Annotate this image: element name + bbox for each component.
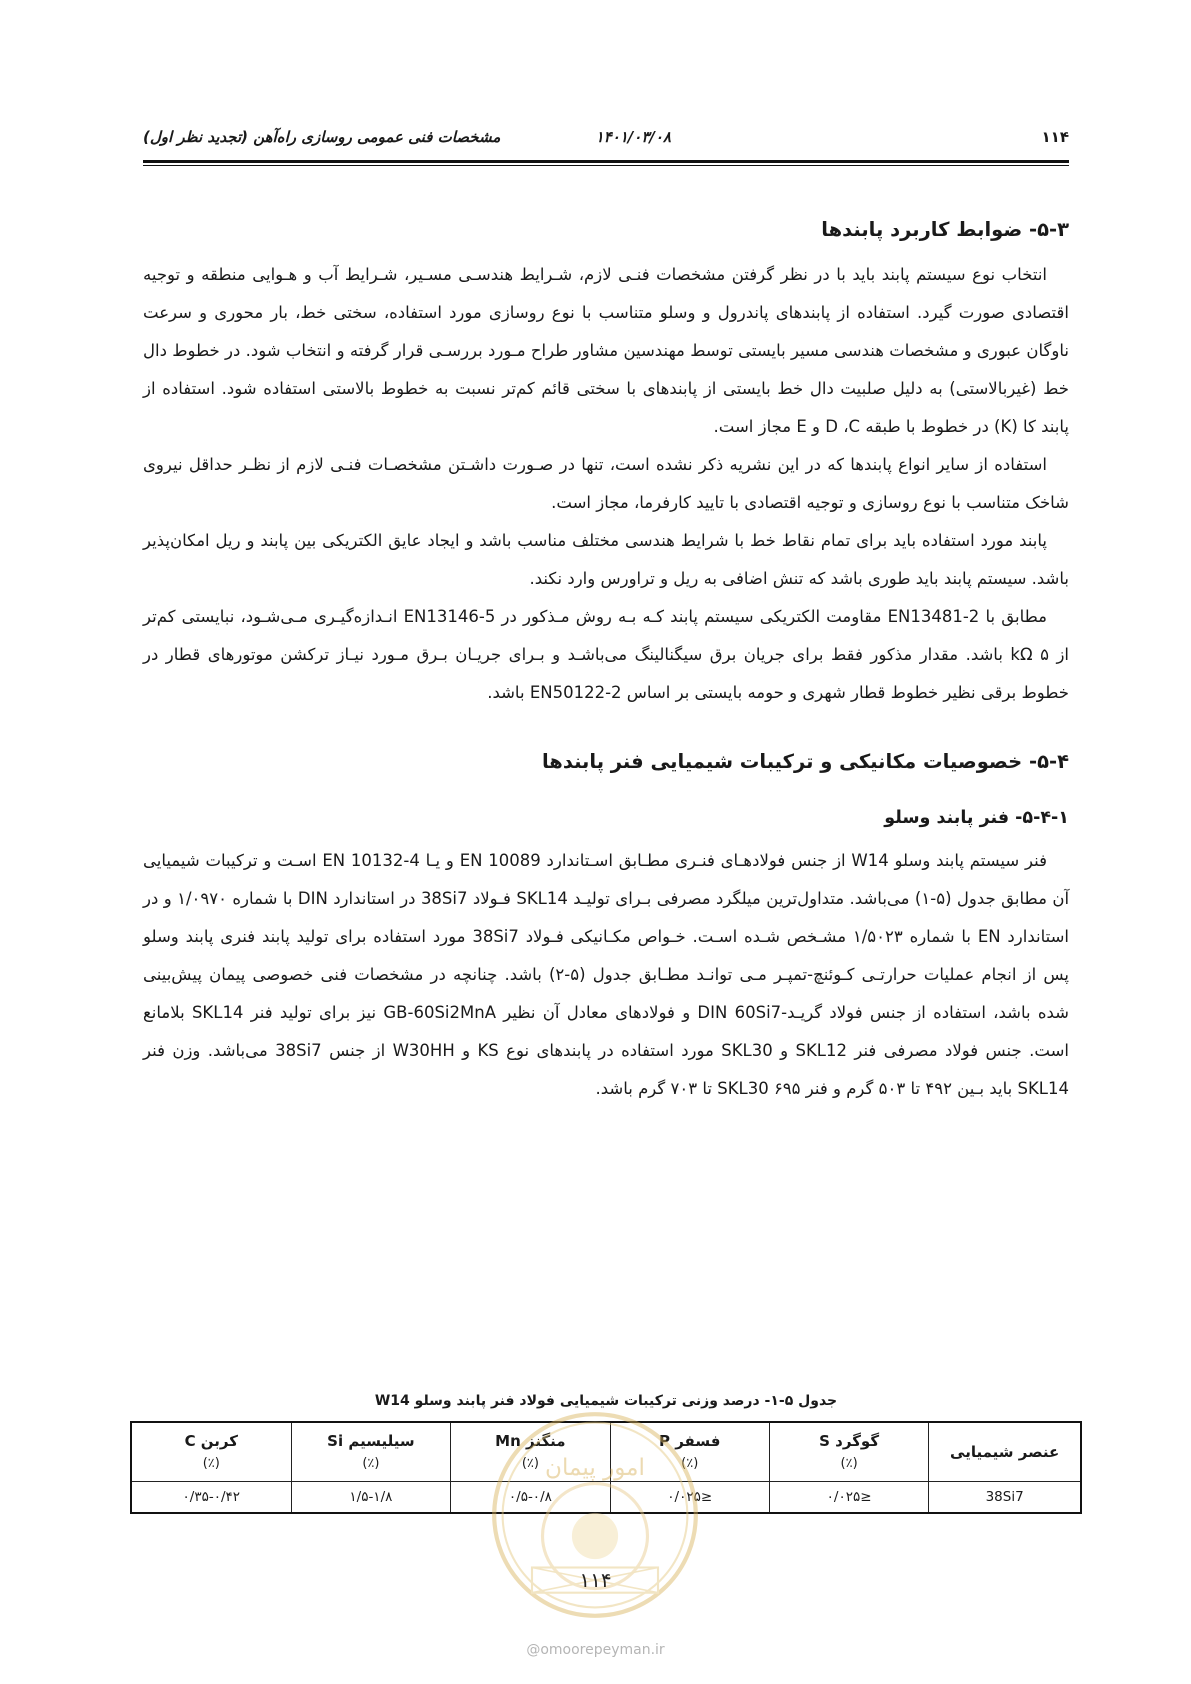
subsection-title: ۵-۴-۱- فنر پابند وسلو xyxy=(884,808,1069,828)
header-unit: (٪) xyxy=(362,1456,380,1471)
composition-table xyxy=(130,1421,1082,1514)
header-label: سیلیسیم Si xyxy=(327,1432,415,1450)
table-cell: ≤۰/۰۲۵ xyxy=(610,1482,769,1514)
header-unit: (٪) xyxy=(521,1456,539,1471)
header-cell xyxy=(769,1422,928,1482)
table-cell: ۰/۳۵-۰/۴۲ xyxy=(131,1482,291,1514)
website-footer: @omoorepeyman.ir xyxy=(526,1642,665,1658)
header-cell xyxy=(610,1422,769,1482)
header-label: گوگرد S xyxy=(819,1432,880,1450)
section-title: ۵-۴- خصوصیات مکانیکی و ترکیبات شیمیایی فنر پابندها xyxy=(541,750,1069,773)
header-cell xyxy=(291,1422,451,1482)
section-title: ۵-۳- ضوابط کاربرد پابندها xyxy=(821,218,1069,241)
table-cell: ≤۰/۰۲۵ xyxy=(769,1482,928,1514)
header-cell xyxy=(929,1422,1081,1482)
table-header-row xyxy=(131,1422,1081,1482)
header-label: فسفر P xyxy=(659,1432,721,1450)
header-page-number: ۱۱۴ xyxy=(1041,128,1069,146)
paragraph: انتخاب نوع سیستم پابند باید با در نظر گرفتن مشخصات فنـی لازم، شـرایط هندسـی مسـیر، شـرایط آب و هـوایی منطقه و توجیه اقتصادی صورت گیرد. استفاده از پابندهای پاندرول و وسلو متناسب با نوع روسازی مورد استفاده، سختی خط، بار محوری و سرعت ناوگان عبوری و مشخصات هندسی مسیر بایستی توسط مهندسین مشاور طراح مـورد بررسـی قرار گرفته و انتخاب شود. در خطوط دال خط (غیربالاستی) به دلیل صلبیت دال خط بایستی از پابندهای با سختی قائم کم‌تر نسبت به خطوط بالاستی استفاده شود. استفاده از پابند کا (K) در خطوط با طبقه D ،C و E مجاز است. xyxy=(143,265,1069,436)
header-rule-thin xyxy=(143,165,1069,166)
running-header xyxy=(143,128,1069,152)
watermark-text: امور پیمان xyxy=(545,1455,645,1482)
header-label: عنصر شیمیایی xyxy=(950,1443,1060,1461)
header-title: مشخصات فنی عمومی روسازی راه‌آهن (تجدید نظر اول) xyxy=(143,128,501,146)
paragraph: فنر سیستم پابند وسلو W14 از جنس فولادهـای فنـری مطـابق اسـتاندارد EN 10089 و یـا EN 10132-4 اسـت و ترکیبات شیمیایی آن مطابق جدول (۵-۱) می‌باشد. متداول‌ترین میلگرد مصرفی بـرای تولیـد SKL14 فـولاد 38Si7 در استاندارد DIN با شماره ۱/۰۹۷۰ و در استاندارد EN با شماره ۱/۵۰۲۳ مشـخص شـده اسـت. خـواص مکـانیکی فـولاد 38Si7 مورد استفاده برای تولید پابند فنری پابند وسلو پس از انجام عملیات حرارتـی کـوئنچ-تمپـر مـی توانـد مطـابق جدول (۵-۲) باشد. چنانچه در مشخصات فنی خصوصی پیمان پیش‌بینی شده باشد، استفاده از جنس فولاد گریـد-DIN 60Si7 و فولادهای معادل آن نظیر GB-60Si2MnA نیز برای تولید فنر SKL14 بلامانع است. جنس فولاد مصرفی فنر SKL12 و SKL30 مورد استفاده در پابندهای نوع KS و W30HH از جنس 38Si7 می‌باشد. وزن فنر SKL14 باید بـین ۴۹۲ تا ۵۰۳ گرم و فنر SKL30 ۶۹۵ تا ۷۰۳ گرم باشد. xyxy=(143,851,1070,1098)
row-label-cell: 38Si7 xyxy=(929,1482,1081,1514)
header-unit: (٪) xyxy=(202,1456,220,1471)
page-number: ۱۱۴ xyxy=(579,1568,612,1592)
header-date: ۱۴۰۱/۰۳/۰۸ xyxy=(595,128,671,146)
table-row xyxy=(131,1482,1081,1514)
table-caption: جدول ۵-۱- درصد وزنی ترکیبات شیمیایی فولاد فنر پابند وسلو W14 xyxy=(374,1393,838,1409)
header-unit: (٪) xyxy=(840,1456,858,1471)
paragraph: مطابق با EN13481-2 مقاومت الکتریکی سیستم پابند کـه بـه روش مـذکور در EN13146-5 انـدازه‌گیـری مـی‌شـود، نبایستی کم‌تر از ۵ kΩ باشد. مقدار مذکور فقط برای جریان برق سیگنالینگ می‌باشـد و بـرای جریـان بـرق مـورد نیـاز ترکشن موتورهای قطار در خطوط برقی نظیر خطوط قطار شهری و حومه بایستی بر اساس EN50122-2 باشد. xyxy=(143,607,1070,702)
header-rule xyxy=(143,160,1069,163)
header-label: منگنز Mn xyxy=(495,1432,566,1450)
table-cell: ۱/۵-۱/۸ xyxy=(291,1482,451,1514)
header-cell xyxy=(451,1422,610,1482)
body-text xyxy=(143,210,1069,1108)
header-unit: (٪) xyxy=(681,1456,699,1471)
header-label: کربن C xyxy=(184,1432,238,1450)
header-cell xyxy=(131,1422,291,1482)
table-cell: ۰/۵-۰/۸ xyxy=(451,1482,610,1514)
paragraph: پابند مورد استفاده باید برای تمام نقاط خط با شرایط هندسی مختلف مناسب باشد و ایجاد عایق الکتریکی بین پابند و ریل امکان‌پذیر باشد. سیستم پابند باید طوری باشد که تنش اضافی به ریل و تراورس وارد نکند. xyxy=(143,531,1069,588)
paragraph: استفاده از سایر انواع پابندها که در این نشریه ذکر نشده است، تنها در صـورت داشـتن مشخصـات فنـی لازم از نظـر حداقل نیروی شاخک متناسب با نوع روسازی و توجیه اقتصادی با تایید کارفرما، مجاز است. xyxy=(143,455,1069,512)
